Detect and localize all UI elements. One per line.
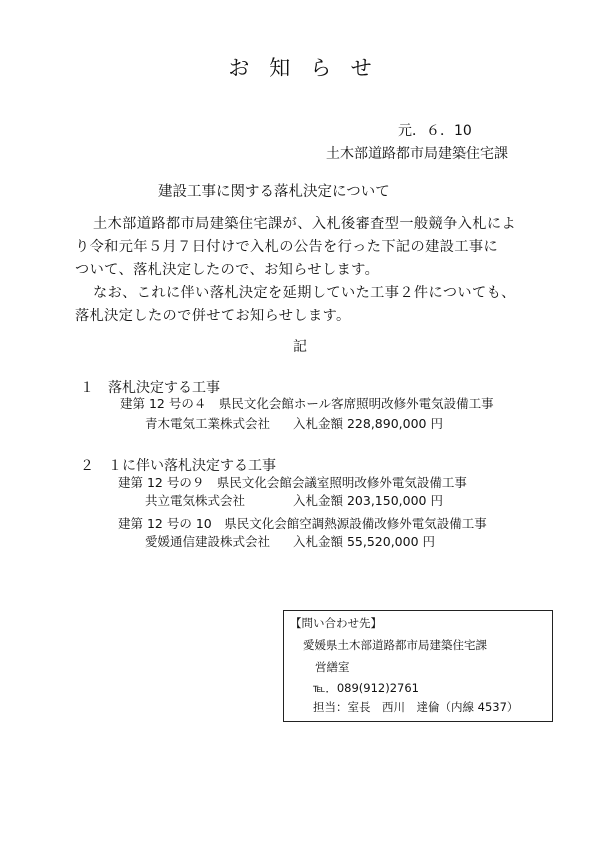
contact-department: 愛媛県土木部道路都市局建築住宅課	[303, 638, 487, 652]
contact-tel: ℡．089(912)2761	[313, 681, 419, 695]
bid-amount: 入札金額 55,520,000 円	[293, 534, 436, 549]
contact-office: 営繕室	[315, 660, 350, 674]
contact-heading: 【問い合わせ先】	[290, 616, 382, 630]
bid-amount: 入札金額 203,150,000 円	[293, 493, 443, 508]
company-name: 愛媛通信建設株式会社	[145, 534, 271, 549]
project-name: 建第 12 号の４ 県民文化会館ホール客席照明改修外電気設備工事	[120, 396, 494, 411]
contact-person: 担当：室長 西川 達倫（内線 4537）	[313, 700, 519, 714]
body-paragraph-line: り令和元年５月７日付けで入札の公告を行った下記の建設工事に	[75, 239, 499, 255]
bid-amount: 入札金額 228,890,000 円	[293, 416, 443, 431]
section-heading: １ 落札決定する工事	[80, 380, 220, 396]
body-paragraph-line: ついて、落札決定したので、お知らせします。	[75, 262, 380, 278]
ki-heading: 記	[293, 339, 307, 355]
body-paragraph-line: 土木部道路都市局建築住宅課が、入札後審査型一般競争入札によ	[93, 216, 517, 232]
notice-subject: 建設工事に関する落札決定について	[158, 184, 390, 200]
project-name: 建第 12 号の９ 県民文化会館会議室照明改修外電気設備工事	[118, 475, 467, 490]
company-name: 青木電気工業株式会社	[145, 416, 271, 431]
section-heading: ２ １に伴い落札決定する工事	[80, 458, 276, 474]
body-paragraph-line: 落札決定したので併せてお知らせします。	[75, 308, 351, 324]
project-name: 建第 12 号の 10 県民文化会館空調熱源設備改修外電気設備工事	[118, 516, 487, 531]
company-name: 共立電気株式会社	[145, 493, 246, 508]
body-paragraph-line: なお、これに伴い落札決定を延期していた工事２件についても、	[93, 285, 516, 301]
notice-date: 元．６．10	[398, 123, 472, 139]
sender-department: 土木部道路都市局建築住宅課	[326, 146, 508, 162]
page-title: お知らせ	[228, 56, 392, 80]
